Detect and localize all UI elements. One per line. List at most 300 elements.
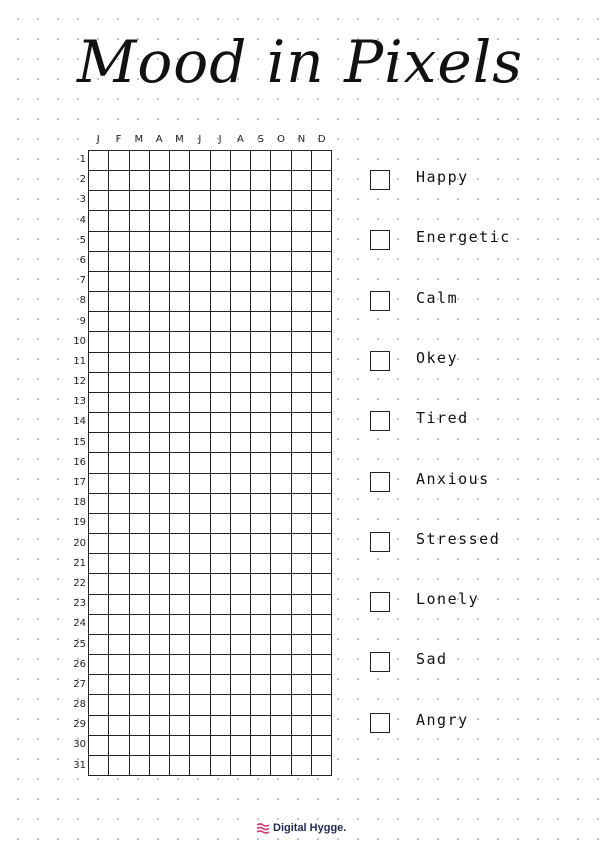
mood-cell[interactable]	[170, 695, 190, 715]
mood-cell[interactable]	[109, 232, 129, 252]
mood-cell[interactable]	[312, 353, 332, 373]
mood-cell[interactable]	[190, 332, 210, 352]
mood-cell[interactable]	[89, 534, 109, 554]
mood-cell[interactable]	[292, 514, 312, 534]
mood-cell[interactable]	[190, 151, 210, 171]
mood-cell[interactable]	[89, 413, 109, 433]
mood-cell[interactable]	[211, 514, 231, 534]
mood-cell[interactable]	[211, 635, 231, 655]
mood-cell[interactable]	[130, 675, 150, 695]
mood-cell[interactable]	[312, 514, 332, 534]
mood-cell[interactable]	[271, 675, 291, 695]
mood-cell[interactable]	[231, 554, 251, 574]
mood-cell[interactable]	[251, 635, 271, 655]
mood-cell[interactable]	[190, 635, 210, 655]
mood-cell[interactable]	[251, 615, 271, 635]
mood-cell[interactable]	[231, 252, 251, 272]
mood-cell[interactable]	[170, 373, 190, 393]
mood-cell[interactable]	[170, 433, 190, 453]
mood-cell[interactable]	[170, 252, 190, 272]
mood-cell[interactable]	[251, 433, 271, 453]
mood-cell[interactable]	[109, 332, 129, 352]
mood-cell[interactable]	[130, 736, 150, 756]
mood-cell[interactable]	[150, 151, 170, 171]
mood-cell[interactable]	[150, 211, 170, 231]
mood-cell[interactable]	[231, 433, 251, 453]
mood-cell[interactable]	[231, 716, 251, 736]
mood-cell[interactable]	[251, 151, 271, 171]
mood-cell[interactable]	[251, 534, 271, 554]
mood-cell[interactable]	[89, 252, 109, 272]
mood-cell[interactable]	[89, 373, 109, 393]
mood-cell[interactable]	[251, 474, 271, 494]
mood-cell[interactable]	[251, 716, 271, 736]
mood-cell[interactable]	[109, 695, 129, 715]
mood-color-box[interactable]	[370, 532, 390, 552]
mood-cell[interactable]	[109, 292, 129, 312]
mood-cell[interactable]	[190, 413, 210, 433]
mood-cell[interactable]	[231, 332, 251, 352]
mood-cell[interactable]	[312, 675, 332, 695]
mood-cell[interactable]	[150, 595, 170, 615]
mood-cell[interactable]	[271, 433, 291, 453]
mood-cell[interactable]	[170, 534, 190, 554]
mood-cell[interactable]	[292, 453, 312, 473]
mood-cell[interactable]	[312, 413, 332, 433]
mood-cell[interactable]	[89, 756, 109, 776]
mood-cell[interactable]	[312, 211, 332, 231]
mood-cell[interactable]	[130, 393, 150, 413]
mood-color-box[interactable]	[370, 291, 390, 311]
mood-cell[interactable]	[292, 232, 312, 252]
mood-cell[interactable]	[109, 353, 129, 373]
mood-cell[interactable]	[231, 353, 251, 373]
mood-cell[interactable]	[251, 393, 271, 413]
mood-cell[interactable]	[89, 675, 109, 695]
mood-cell[interactable]	[211, 433, 231, 453]
mood-cell[interactable]	[109, 756, 129, 776]
mood-cell[interactable]	[130, 171, 150, 191]
mood-cell[interactable]	[251, 353, 271, 373]
mood-cell[interactable]	[211, 252, 231, 272]
mood-cell[interactable]	[190, 756, 210, 776]
mood-cell[interactable]	[231, 151, 251, 171]
mood-cell[interactable]	[109, 272, 129, 292]
mood-cell[interactable]	[130, 514, 150, 534]
mood-cell[interactable]	[190, 716, 210, 736]
mood-cell[interactable]	[170, 554, 190, 574]
mood-cell[interactable]	[231, 373, 251, 393]
mood-cell[interactable]	[312, 453, 332, 473]
mood-cell[interactable]	[271, 474, 291, 494]
mood-cell[interactable]	[109, 514, 129, 534]
mood-cell[interactable]	[89, 494, 109, 514]
mood-cell[interactable]	[89, 574, 109, 594]
mood-cell[interactable]	[190, 453, 210, 473]
mood-cell[interactable]	[130, 453, 150, 473]
mood-cell[interactable]	[292, 534, 312, 554]
mood-cell[interactable]	[170, 756, 190, 776]
mood-cell[interactable]	[211, 151, 231, 171]
mood-cell[interactable]	[150, 332, 170, 352]
mood-cell[interactable]	[190, 211, 210, 231]
mood-cell[interactable]	[190, 433, 210, 453]
mood-cell[interactable]	[271, 494, 291, 514]
mood-cell[interactable]	[231, 695, 251, 715]
mood-cell[interactable]	[312, 494, 332, 514]
mood-cell[interactable]	[109, 211, 129, 231]
mood-cell[interactable]	[89, 695, 109, 715]
mood-cell[interactable]	[271, 695, 291, 715]
mood-cell[interactable]	[211, 695, 231, 715]
mood-cell[interactable]	[292, 474, 312, 494]
mood-color-box[interactable]	[370, 230, 390, 250]
mood-cell[interactable]	[211, 574, 231, 594]
mood-cell[interactable]	[231, 232, 251, 252]
mood-cell[interactable]	[130, 554, 150, 574]
mood-cell[interactable]	[170, 595, 190, 615]
mood-cell[interactable]	[271, 716, 291, 736]
mood-cell[interactable]	[190, 695, 210, 715]
mood-cell[interactable]	[89, 554, 109, 574]
mood-cell[interactable]	[190, 615, 210, 635]
mood-cell[interactable]	[170, 353, 190, 373]
mood-cell[interactable]	[292, 635, 312, 655]
mood-cell[interactable]	[170, 413, 190, 433]
mood-cell[interactable]	[89, 211, 109, 231]
mood-cell[interactable]	[130, 232, 150, 252]
mood-cell[interactable]	[190, 474, 210, 494]
mood-cell[interactable]	[109, 474, 129, 494]
mood-cell[interactable]	[231, 675, 251, 695]
mood-cell[interactable]	[292, 554, 312, 574]
mood-cell[interactable]	[130, 494, 150, 514]
mood-cell[interactable]	[109, 574, 129, 594]
mood-cell[interactable]	[271, 554, 291, 574]
mood-cell[interactable]	[130, 151, 150, 171]
mood-cell[interactable]	[109, 171, 129, 191]
mood-cell[interactable]	[150, 252, 170, 272]
mood-cell[interactable]	[292, 332, 312, 352]
mood-cell[interactable]	[170, 393, 190, 413]
mood-cell[interactable]	[89, 655, 109, 675]
mood-cell[interactable]	[170, 332, 190, 352]
mood-cell[interactable]	[130, 595, 150, 615]
mood-cell[interactable]	[271, 373, 291, 393]
mood-cell[interactable]	[251, 272, 271, 292]
mood-color-box[interactable]	[370, 411, 390, 431]
mood-cell[interactable]	[251, 373, 271, 393]
mood-cell[interactable]	[231, 272, 251, 292]
mood-cell[interactable]	[150, 494, 170, 514]
mood-cell[interactable]	[89, 433, 109, 453]
mood-cell[interactable]	[89, 615, 109, 635]
mood-cell[interactable]	[109, 393, 129, 413]
mood-cell[interactable]	[109, 191, 129, 211]
mood-cell[interactable]	[190, 736, 210, 756]
mood-cell[interactable]	[251, 252, 271, 272]
mood-cell[interactable]	[211, 534, 231, 554]
mood-cell[interactable]	[150, 635, 170, 655]
mood-cell[interactable]	[170, 232, 190, 252]
mood-cell[interactable]	[211, 171, 231, 191]
mood-cell[interactable]	[130, 191, 150, 211]
mood-cell[interactable]	[170, 453, 190, 473]
mood-cell[interactable]	[170, 191, 190, 211]
mood-cell[interactable]	[271, 453, 291, 473]
mood-cell[interactable]	[170, 474, 190, 494]
mood-cell[interactable]	[251, 595, 271, 615]
mood-cell[interactable]	[89, 736, 109, 756]
mood-cell[interactable]	[150, 171, 170, 191]
mood-cell[interactable]	[130, 332, 150, 352]
mood-cell[interactable]	[312, 574, 332, 594]
mood-cell[interactable]	[109, 413, 129, 433]
mood-cell[interactable]	[292, 413, 312, 433]
mood-cell[interactable]	[130, 312, 150, 332]
mood-cell[interactable]	[170, 716, 190, 736]
mood-cell[interactable]	[130, 353, 150, 373]
mood-cell[interactable]	[292, 433, 312, 453]
mood-cell[interactable]	[130, 474, 150, 494]
mood-cell[interactable]	[109, 453, 129, 473]
mood-cell[interactable]	[130, 655, 150, 675]
mood-cell[interactable]	[211, 232, 231, 252]
mood-cell[interactable]	[150, 353, 170, 373]
mood-cell[interactable]	[109, 554, 129, 574]
mood-cell[interactable]	[231, 393, 251, 413]
mood-cell[interactable]	[170, 655, 190, 675]
mood-cell[interactable]	[211, 353, 231, 373]
mood-cell[interactable]	[150, 675, 170, 695]
mood-cell[interactable]	[150, 574, 170, 594]
mood-cell[interactable]	[251, 292, 271, 312]
mood-cell[interactable]	[251, 574, 271, 594]
mood-cell[interactable]	[89, 171, 109, 191]
mood-cell[interactable]	[89, 393, 109, 413]
mood-cell[interactable]	[109, 716, 129, 736]
mood-cell[interactable]	[170, 514, 190, 534]
mood-cell[interactable]	[150, 514, 170, 534]
mood-cell[interactable]	[190, 595, 210, 615]
mood-cell[interactable]	[109, 615, 129, 635]
mood-cell[interactable]	[312, 171, 332, 191]
mood-cell[interactable]	[190, 393, 210, 413]
mood-color-box[interactable]	[370, 170, 390, 190]
mood-cell[interactable]	[150, 433, 170, 453]
mood-cell[interactable]	[231, 171, 251, 191]
mood-cell[interactable]	[251, 232, 271, 252]
mood-cell[interactable]	[271, 736, 291, 756]
mood-cell[interactable]	[130, 695, 150, 715]
mood-cell[interactable]	[271, 353, 291, 373]
mood-cell[interactable]	[170, 292, 190, 312]
mood-cell[interactable]	[292, 736, 312, 756]
mood-cell[interactable]	[150, 695, 170, 715]
mood-cell[interactable]	[89, 595, 109, 615]
mood-cell[interactable]	[211, 736, 231, 756]
mood-cell[interactable]	[292, 191, 312, 211]
mood-cell[interactable]	[89, 514, 109, 534]
mood-cell[interactable]	[109, 494, 129, 514]
mood-cell[interactable]	[109, 312, 129, 332]
mood-cell[interactable]	[190, 252, 210, 272]
mood-cell[interactable]	[292, 373, 312, 393]
mood-cell[interactable]	[109, 373, 129, 393]
mood-cell[interactable]	[170, 635, 190, 655]
mood-cell[interactable]	[190, 675, 210, 695]
mood-cell[interactable]	[150, 554, 170, 574]
mood-cell[interactable]	[89, 474, 109, 494]
mood-cell[interactable]	[109, 252, 129, 272]
mood-cell[interactable]	[211, 393, 231, 413]
mood-cell[interactable]	[271, 615, 291, 635]
mood-cell[interactable]	[271, 292, 291, 312]
mood-cell[interactable]	[292, 756, 312, 776]
mood-cell[interactable]	[170, 494, 190, 514]
mood-cell[interactable]	[312, 716, 332, 736]
mood-cell[interactable]	[150, 534, 170, 554]
mood-cell[interactable]	[251, 675, 271, 695]
mood-cell[interactable]	[130, 413, 150, 433]
mood-cell[interactable]	[89, 312, 109, 332]
mood-cell[interactable]	[89, 191, 109, 211]
mood-cell[interactable]	[292, 211, 312, 231]
mood-cell[interactable]	[312, 292, 332, 312]
mood-cell[interactable]	[271, 232, 291, 252]
mood-cell[interactable]	[211, 453, 231, 473]
mood-cell[interactable]	[231, 474, 251, 494]
mood-cell[interactable]	[312, 433, 332, 453]
mood-cell[interactable]	[190, 534, 210, 554]
mood-cell[interactable]	[190, 232, 210, 252]
mood-cell[interactable]	[190, 554, 210, 574]
mood-cell[interactable]	[271, 595, 291, 615]
mood-cell[interactable]	[190, 574, 210, 594]
mood-cell[interactable]	[251, 695, 271, 715]
mood-cell[interactable]	[312, 312, 332, 332]
mood-cell[interactable]	[312, 272, 332, 292]
mood-cell[interactable]	[150, 474, 170, 494]
mood-cell[interactable]	[292, 655, 312, 675]
mood-cell[interactable]	[251, 211, 271, 231]
mood-cell[interactable]	[292, 695, 312, 715]
mood-cell[interactable]	[231, 211, 251, 231]
mood-cell[interactable]	[292, 716, 312, 736]
mood-cell[interactable]	[312, 191, 332, 211]
mood-cell[interactable]	[271, 211, 291, 231]
mood-cell[interactable]	[271, 635, 291, 655]
mood-cell[interactable]	[312, 736, 332, 756]
mood-cell[interactable]	[292, 494, 312, 514]
mood-cell[interactable]	[170, 574, 190, 594]
mood-cell[interactable]	[170, 151, 190, 171]
mood-cell[interactable]	[150, 292, 170, 312]
mood-cell[interactable]	[211, 655, 231, 675]
mood-cell[interactable]	[89, 453, 109, 473]
mood-cell[interactable]	[231, 191, 251, 211]
mood-cell[interactable]	[211, 292, 231, 312]
mood-cell[interactable]	[170, 272, 190, 292]
mood-cell[interactable]	[312, 151, 332, 171]
mood-cell[interactable]	[211, 373, 231, 393]
mood-cell[interactable]	[211, 494, 231, 514]
mood-cell[interactable]	[190, 312, 210, 332]
mood-cell[interactable]	[231, 514, 251, 534]
mood-cell[interactable]	[89, 353, 109, 373]
mood-cell[interactable]	[292, 393, 312, 413]
mood-cell[interactable]	[292, 252, 312, 272]
mood-cell[interactable]	[312, 695, 332, 715]
mood-cell[interactable]	[271, 332, 291, 352]
mood-cell[interactable]	[150, 191, 170, 211]
mood-color-box[interactable]	[370, 592, 390, 612]
mood-cell[interactable]	[109, 675, 129, 695]
mood-cell[interactable]	[190, 272, 210, 292]
mood-cell[interactable]	[150, 413, 170, 433]
mood-cell[interactable]	[150, 312, 170, 332]
mood-cell[interactable]	[109, 151, 129, 171]
mood-cell[interactable]	[130, 292, 150, 312]
mood-cell[interactable]	[130, 574, 150, 594]
mood-cell[interactable]	[109, 655, 129, 675]
mood-cell[interactable]	[150, 232, 170, 252]
mood-cell[interactable]	[312, 232, 332, 252]
mood-cell[interactable]	[292, 595, 312, 615]
mood-cell[interactable]	[271, 655, 291, 675]
mood-cell[interactable]	[292, 292, 312, 312]
mood-cell[interactable]	[271, 151, 291, 171]
mood-cell[interactable]	[130, 635, 150, 655]
mood-cell[interactable]	[211, 615, 231, 635]
mood-cell[interactable]	[150, 716, 170, 736]
mood-cell[interactable]	[170, 312, 190, 332]
mood-cell[interactable]	[150, 272, 170, 292]
mood-cell[interactable]	[89, 232, 109, 252]
mood-color-box[interactable]	[370, 652, 390, 672]
mood-cell[interactable]	[170, 171, 190, 191]
mood-cell[interactable]	[150, 655, 170, 675]
mood-cell[interactable]	[231, 736, 251, 756]
mood-cell[interactable]	[312, 615, 332, 635]
mood-cell[interactable]	[190, 655, 210, 675]
mood-cell[interactable]	[312, 554, 332, 574]
mood-cell[interactable]	[170, 675, 190, 695]
mood-cell[interactable]	[231, 655, 251, 675]
mood-cell[interactable]	[231, 413, 251, 433]
mood-cell[interactable]	[271, 413, 291, 433]
mood-cell[interactable]	[271, 252, 291, 272]
mood-cell[interactable]	[231, 312, 251, 332]
mood-cell[interactable]	[211, 554, 231, 574]
mood-cell[interactable]	[312, 474, 332, 494]
mood-cell[interactable]	[190, 514, 210, 534]
mood-cell[interactable]	[271, 514, 291, 534]
mood-cell[interactable]	[211, 675, 231, 695]
mood-cell[interactable]	[251, 413, 271, 433]
mood-cell[interactable]	[251, 494, 271, 514]
mood-cell[interactable]	[231, 595, 251, 615]
mood-cell[interactable]	[211, 272, 231, 292]
mood-cell[interactable]	[211, 312, 231, 332]
mood-cell[interactable]	[231, 635, 251, 655]
mood-cell[interactable]	[312, 373, 332, 393]
mood-cell[interactable]	[109, 534, 129, 554]
mood-cell[interactable]	[231, 494, 251, 514]
mood-cell[interactable]	[109, 595, 129, 615]
mood-cell[interactable]	[89, 332, 109, 352]
mood-cell[interactable]	[312, 655, 332, 675]
